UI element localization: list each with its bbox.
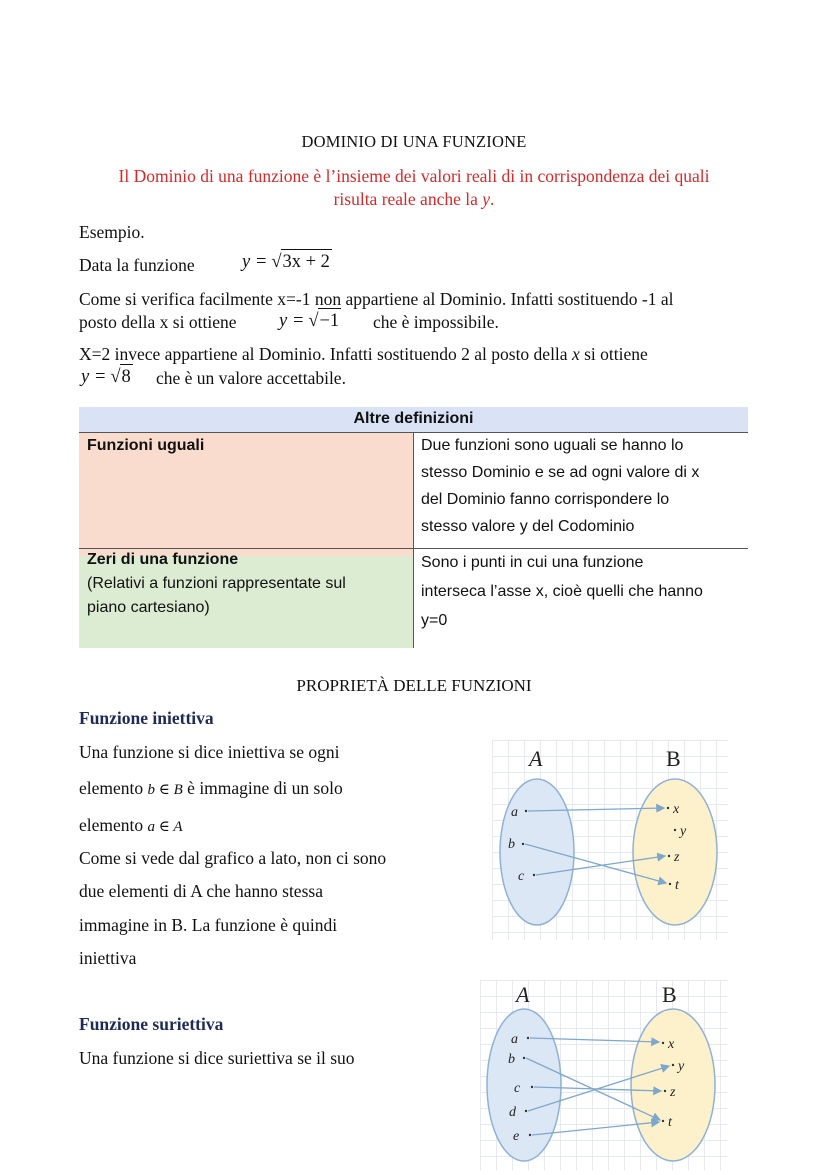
row2-definition: Sono i punti in cui una funzione interseca l’asse x, cioè quelli che hanno y=0: [421, 554, 703, 629]
b-dot: [662, 1042, 664, 1044]
injective-line-4: Come si vede dal grafico a lato, non ci sono: [79, 848, 387, 868]
definition-line-1: Il Dominio di una funzione è l’insieme dei valori reali di in corrispondenza dei quali: [118, 166, 710, 186]
injective-line-6: immagine in B. La funzione è quindi: [79, 915, 338, 935]
b-dot: [672, 1064, 674, 1066]
surjective-title: Funzione suriettiva: [79, 1014, 224, 1034]
formula-eight: y = √8: [81, 364, 133, 389]
definition-line-2: risulta reale anche la y.: [333, 189, 495, 209]
a-element: a: [511, 1032, 518, 1047]
a-dot: [527, 1037, 529, 1039]
a-dot: [522, 843, 524, 845]
set-a-label: A: [516, 982, 530, 1007]
a-element: a: [511, 805, 518, 820]
b-dot: [664, 1090, 666, 1092]
b-element: y: [680, 824, 687, 839]
set-a-ellipse: [487, 1009, 561, 1161]
set-a-ellipse: [500, 779, 574, 925]
injective-diagram: [492, 740, 728, 940]
example-line-1: Come si verifica facilmente x=-1 non appartiene al Dominio. Infatti sostituendo -1 al: [79, 289, 674, 309]
example-line-4-suffix: che è un valore accettabile.: [156, 368, 346, 388]
example-data-label: Data la funzione: [79, 255, 195, 275]
table-divider-vertical: [413, 432, 414, 648]
surjective-line-1: Una funzione si dice suriettiva se il suo: [79, 1048, 355, 1068]
b-dot: [668, 855, 670, 857]
injective-title: Funzione iniettiva: [79, 708, 214, 728]
b-element: y: [678, 1059, 685, 1074]
a-element: e: [513, 1129, 520, 1144]
example-line-2: posto della x si ottiene: [79, 312, 237, 332]
injective-line-7: iniettiva: [79, 948, 137, 968]
surjective-diagram-svg: [480, 980, 728, 1170]
b-element: t: [675, 878, 679, 893]
table-header: Altre definizioni: [79, 407, 748, 432]
surjective-diagram: [480, 980, 728, 1170]
injective-line-5: due elementi di A che hanno stessa: [79, 881, 323, 901]
a-element: c: [514, 1081, 521, 1096]
a-dot: [525, 810, 527, 812]
a-element: b: [508, 837, 515, 852]
b-element: x: [673, 802, 680, 817]
example-line-2-suffix: che è impossibile.: [373, 312, 499, 332]
properties-title: PROPRIETÀ DELLE FUNZIONI: [296, 676, 532, 695]
injective-line-1: Una funzione si dice iniettiva se ogni: [79, 742, 340, 762]
b-dot: [662, 1120, 664, 1122]
formula-minus-one: y = √−1: [279, 308, 341, 333]
row2-term: Zeri di una funzione: [87, 551, 239, 568]
b-element: x: [668, 1037, 675, 1052]
set-b-label: B: [662, 982, 677, 1007]
a-dot: [523, 1057, 525, 1059]
row1-definition: Due funzioni sono uguali se hanno lo stesso Dominio e se ad ogni valore di x del Dominio fanno corrispondere lo stesso valore y del Codominio: [421, 437, 700, 535]
page-title: DOMINIO DI UNA FUNZIONE: [301, 132, 527, 151]
b-element: t: [668, 1115, 672, 1130]
a-dot: [525, 1110, 527, 1112]
a-element: b: [508, 1052, 515, 1067]
b-dot: [674, 829, 676, 831]
domain-definition: [78, 165, 750, 211]
injective-line-2: elemento b ∈ B è immagine di un solo: [79, 778, 343, 798]
example-heading: Esempio.: [79, 222, 145, 242]
set-a-label: A: [529, 746, 543, 771]
b-dot: [669, 883, 671, 885]
row1-term: Funzioni uguali: [87, 437, 205, 454]
injective-diagram-svg: [492, 740, 728, 940]
a-dot: [529, 1134, 531, 1136]
row2-term-block: Zeri di una funzione (Relativi a funzioni rappresentate sul piano cartesiano): [87, 548, 346, 620]
b-element: z: [674, 850, 680, 865]
formula-main: y = √3x + 2: [242, 249, 332, 274]
definition-var: y: [482, 189, 491, 209]
a-dot: [531, 1086, 533, 1088]
a-element: d: [509, 1105, 516, 1120]
example-line-3: X=2 invece appartiene al Dominio. Infatti sostituendo 2 al posto della x si ottiene: [79, 344, 648, 364]
a-dot: [533, 874, 535, 876]
b-dot: [667, 807, 669, 809]
set-b-label: B: [666, 746, 681, 771]
a-element: c: [518, 869, 525, 884]
injective-line-3: elemento a ∈ A: [79, 815, 183, 835]
b-element: z: [670, 1085, 676, 1100]
